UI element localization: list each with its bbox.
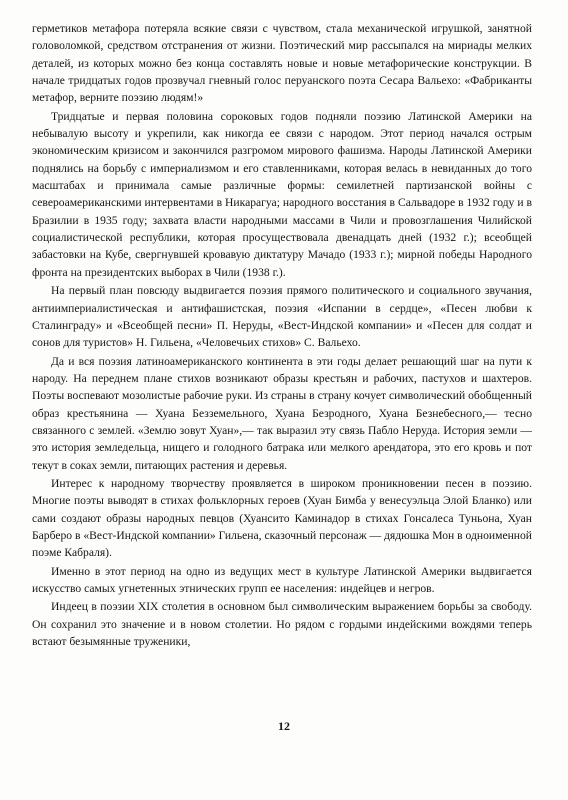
paragraph: На первый план повсюду выдвигается поэзия прямого политического и социального звучания, антиимпериалистическая и антифашистская, поэзия «Испании в сердце», «Песен любви к Сталинграду» и «Всеобщей песни» П. Неруды, «Вест-Индской компании» и «Песен для солдат и сонов для туристов» Н. Гильена, «Человечьих стихов» С. Вальехо. — [32, 284, 532, 350]
paragraph: Именно в этот период на одно из ведущих мест в культуре Латинской Америки выдвигается искусство самых угнетенных этнических групп ее населения: индейцев и негров. — [32, 564, 532, 595]
paragraph: Тридцатые и первая половина сороковых годов подняли поэзию Латинской Америки на небывалую высоту и укрепили, как никогда ее связи с народом. Этот период начался острым экономическим кризисом и закончился разгромом мирового фашизма. Народы Латинской Америки поднялись на борьбу с империализмом и его ставленниками, которая велась в невиданных до того масштабах и принимала самые различные формы: семилетней партизанской войны с североамериканскими интервентами в Никарагуа; народного восстания в Сальвадоре в 1932 году и в Бразилии в 1935 году; захвата власти народными массами в Чили и провозглашения Чилийской социалистической республики, которая просуществовала двенадцать дней (1932 г.); всеобщей забастовки на Кубе, свергнувшей кровавую диктатуру Мачадо (1933 г.); мирной победы Народного фронта на президентских выборах в Чили (1938 г.). — [32, 109, 532, 279]
paragraph: Да и вся поэзия латиноамериканского континента в эти годы делает решающий шаг на пути к народу. На переднем плане стихов возникают образы крестьян и рабочих, пастухов и шахтеров. Поэты воспевают мозолистые рабочие руки. Из страны в страну кочует символический обобщенный образ крестьянина — Хуана Безземельного, Хуана Безродного, Хуана Безнебесного,— тесно связанного с землей. «Землю зовут Хуан»,— так выразил эту связь Пабло Неруда. История земли — это история земледельца, нищего и голодного батрака или мелкого арендатора, это его кровь и пот текут в соках земли, питающих растения и деревья. — [32, 354, 532, 472]
body-text — [32, 20, 532, 650]
paragraph: Индеец в поэзии XIX столетия в основном был символическим выражением борьбы за свободу. Он сохранил это значение и в новом столетии. Но рядом с гордыми индейскими вождями теперь встают безымянные труженики, — [32, 600, 532, 649]
paragraph: герметиков метафора потеряла всякие связи с чувством, стала механической игрушкой, занятной головоломкой, средством отстранения от жизни. Поэтический мир рассыпался на мириады мелких деталей, из которых можно без конца составлять новые и новые метафорические конструкции. В начале тридцатых годов прозвучал гневный голос перуанского поэта Сесара Вальехо: «Фабриканты метафор, верните поэзию людям!» — [32, 22, 532, 105]
page-number: 12 — [278, 719, 290, 733]
paragraph: Интерес к народному творчеству проявляется в широком проникновении песен в поэзию. Многие поэты выводят в стихах фольклорных героев (Хуан Бимба у венесуэльца Элой Бланко) или сами создают образы народных певцов (Хуансито Каминадор в стихах Гонсалеса Туньона, Хуан Барберо в «Вест-Индской компании» Гильена, сказочный персонаж — дядюшка Мон в одноименной поэме Кабраля). — [32, 476, 532, 560]
